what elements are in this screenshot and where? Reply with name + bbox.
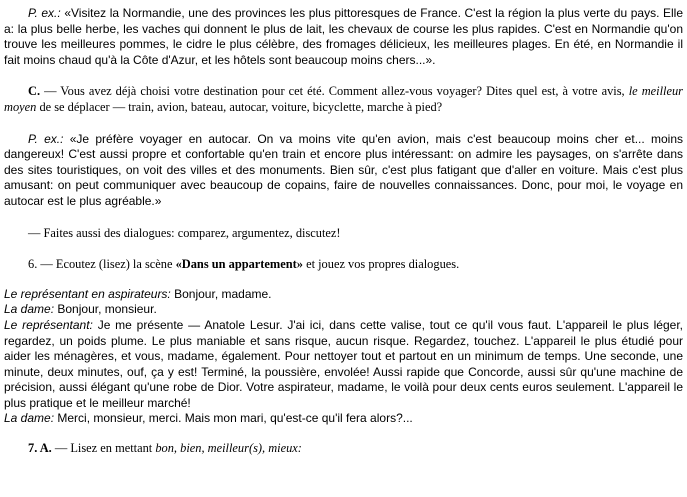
example-paragraph-autocar	[4, 132, 683, 210]
instruction-text: — Faites aussi des dialogues: comparez, argumentez, discutez!	[28, 225, 341, 240]
exercise-7a-paragraph	[4, 441, 683, 457]
dialogue-block	[4, 287, 683, 427]
example-lead: P. ex.:	[28, 6, 61, 20]
dialogue-line	[4, 411, 683, 427]
example-text: «Visitez la Normandie, une des provinces les plus pittoresques de France. C'est la région la plus verte du pays. Elle a: la plus belle herbe, les vaches qui donnent le plus de lait, les chevaux de course les plus rapides. C'est en Normandie qu'on trouve les meilleures pommes, le cidre le plus célèbre, des fromages délicieux, les meilleures plages. En été, en Normandie il fait moins chaud qu'à la Côte d'Azur, et les hôtels sont beaucoup moins chers...».	[4, 6, 684, 67]
speech: Bonjour, monsieur.	[54, 302, 157, 317]
exercise-label: C.	[28, 84, 41, 99]
instruction-dialogues	[4, 226, 683, 242]
scene-title: «Dans un appartement»	[175, 257, 303, 272]
exercise-text-b: et jouez vos propres dialogues.	[302, 257, 460, 272]
speaker: Le représentant:	[4, 317, 93, 332]
speaker: La dame:	[4, 411, 55, 426]
example-paragraph-normandie	[4, 6, 683, 68]
dialogue-line	[4, 318, 683, 412]
dialogue-line	[4, 302, 683, 318]
exercise-italic: bon, bien, meilleur(s), mieux:	[155, 441, 302, 456]
exercise-text-a: — Vous avez déjà choisi votre destination pour cet été. Comment allez-vous voyager? Dites quel est, à votre avis,	[40, 84, 629, 99]
example-text: «Je préfère voyager en autocar. On va moins vite qu'en avion, mais c'est beaucoup moins cher et... moins dangereux! C'est aussi propre et confortable qu'en train et encore plus intéressant: on admire les paysages, on s'arrête dans des sites touristiques, on voit des villes et des monuments. Bien sûr, c'est plus fatigant que d'aller en voiture. Mais c'est plus amusant: on peut communiquer avec beaucoup de copains, faire de nouvelles connaissances. Donc, pour moi, le voyage en autocar est le plus agréable.»	[4, 131, 684, 208]
exercise-italic: le meilleur moyen	[4, 84, 683, 114]
exercise-6-paragraph	[4, 257, 683, 273]
example-lead: P. ex.:	[28, 131, 64, 146]
exercise-label: 7. A.	[28, 441, 52, 456]
exercise-c-paragraph	[4, 84, 683, 115]
speech: Merci, monsieur, merci. Mais mon mari, qu'est-ce qu'il fera alors?...	[54, 411, 413, 426]
exercise-text: — Lisez en mettant	[51, 441, 156, 456]
speaker: La dame:	[4, 302, 55, 317]
dialogue-line	[4, 287, 683, 303]
exercise-text-a: 6. — Ecoutez (lisez) la scène	[28, 257, 176, 272]
speaker: Le représentant en aspirateurs:	[4, 286, 171, 301]
speech: Je me présente — Anatole Lesur. J'ai ici, dans cette valise, tout ce qu'il vous faut. L'appareil le plus léger, regardez, un poids plume. Le plus maniable et sans risque, aucun risque. Regardez, touchez. L'appareil le plus étudié pour aider les ménagères, et vous, madame, également. Pour nettoyer tout et partout en un minimum de temps. Une seconde, une minute, deux minutes, ouf, ça y est! Terminé, la poussière, envolée! Aussi rapide que Concorde, aussi sûr qu'une machine de précision, aussi élégant qu'une robe de Dior. Votre aspirateur, madame, le voilà pour deux cents euros seulement. L'appareil le plus pratique et le meilleur marché!	[4, 317, 683, 410]
speech: Bonjour, madame.	[170, 286, 272, 301]
exercise-text-b: de se déplacer — train, avion, bateau, autocar, voiture, bicyclette, marche à pied?	[36, 99, 443, 114]
